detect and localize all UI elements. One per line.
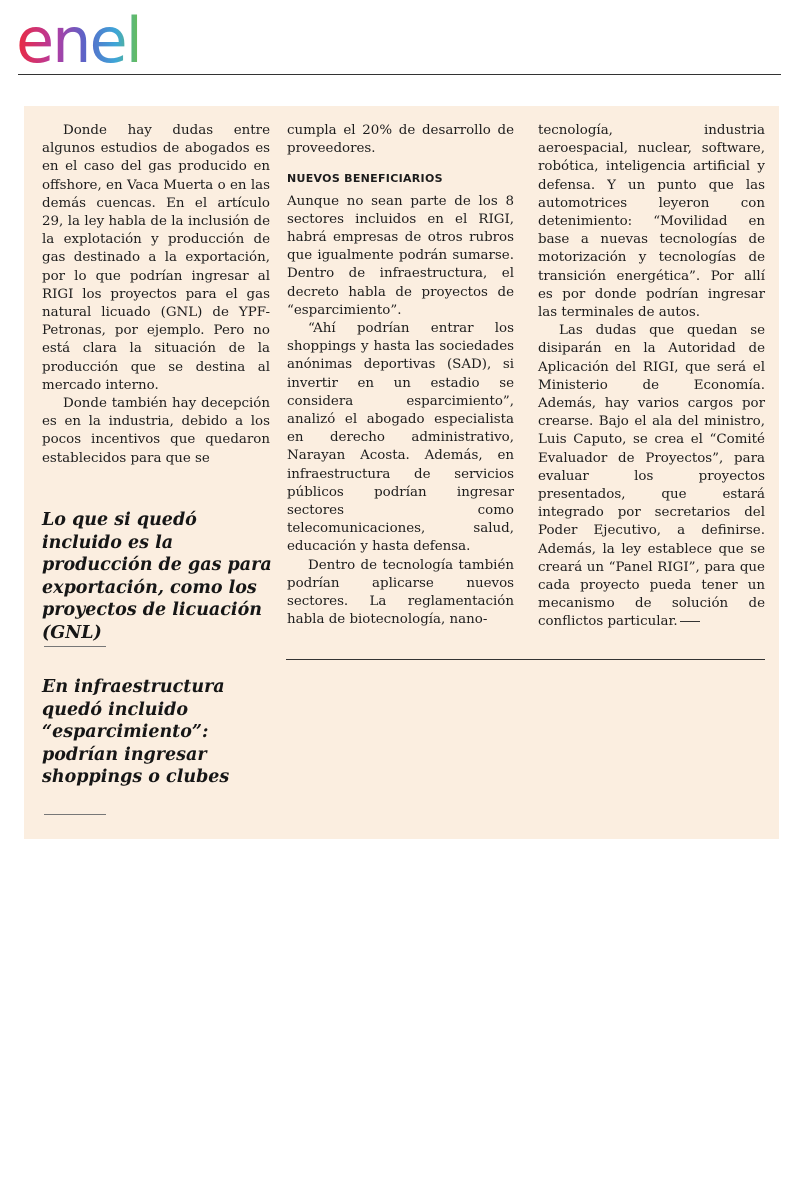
- column-2: [287, 122, 514, 629]
- column-1: [42, 122, 270, 468]
- enel-logo-text: enel: [16, 4, 141, 72]
- pullquote-rule: [44, 814, 106, 815]
- column-3: [538, 122, 765, 632]
- paragraph: [538, 322, 765, 631]
- pullquote-2: En infraestructura quedó incluido “esparcimiento”: podrían ingresar shoppings o clubes: [42, 677, 230, 787]
- section-subhead: NUEVOS BENEFICIARIOS: [287, 172, 443, 186]
- paragraph: Donde hay dudas entre algunos estudios de abogados es en el caso del gas producido en offshore, en Vaca Muerta o en las demás cuencas. En el artículo 29, la ley habla de la inclusión de la explotación y producción de gas destinado a la exportación, por lo que podrían ingresar al RIGI los proyectos para el gas natural licuado (GNL) de YPF-Petronas, por ejemplo. Pero no está clara la situación de la producción que se destina al mercado interno.: [42, 123, 270, 393]
- end-mark: [680, 621, 700, 622]
- paragraph: cumpla el 20% de desarrollo de proveedores.: [287, 123, 514, 157]
- paragraph: “Ahí podrían entrar los shoppings y hasta las sociedades anónimas deportivas (SAD), si invertir en un estadio se considera esparcimiento”, analizó el abogado especialista en derecho administrativo, Narayan Acosta. Además, en infraestructura de servicios públicos podrían ingresar sectores como telecomunicaciones, salud, educación y hasta defensa.: [287, 321, 514, 555]
- enel-logo: [16, 4, 186, 72]
- article-end-rule: [286, 659, 765, 660]
- header-rule: [18, 74, 781, 75]
- pullquote-rule: [44, 646, 106, 647]
- newspaper-clipping: [24, 106, 779, 839]
- paragraph: Dentro de tecnología también podrían aplicarse nuevos sectores. La reglamentación habla de biotecnología, nano-: [287, 557, 514, 628]
- paragraph: tecnología, industria aeroespacial, nuclear, software, robótica, inteligencia artificial y defensa. Y un punto que las automotrices leyeron con detenimiento: “Movilidad en base a nuevas tecnologías de motorización y tecnologías de transición energética”. Por allí es por donde podrían ingresar las terminales de autos.: [538, 123, 765, 321]
- paragraph: Aunque no sean parte de los 8 sectores incluidos en el RIGI, habrá empresas de otros rubros que igualmente podrán sumarse. Dentro de infraestructura, el decreto habla de proyectos de “esparcimiento”.: [287, 193, 514, 318]
- pullquote-1: Lo que si quedó incluido es la producción de gas para exportación, como los proyectos de licuación (GNL): [42, 510, 272, 643]
- paragraph: Donde también hay decepción es en la industria, debido a los pocos incentivos que quedaron establecidos para que se: [42, 396, 270, 466]
- paragraph-text: Las dudas que quedan se disiparán en la Autoridad de Aplicación del RIGI, que será el Ministerio de Economía. Además, hay varios cargos por crearse. Bajo el ala del ministro, Luis Caputo, se crea el “Comité Evaluador de Proyectos”, para evaluar los proyectos presentados, que estará integrado por secretarios del Poder Ejecutivo, a definirse. Además, la ley establece que se creará un “Panel RIGI”, para que cada proyecto pueda tener un mecanismo de solución de conflictos particular.: [538, 323, 765, 630]
